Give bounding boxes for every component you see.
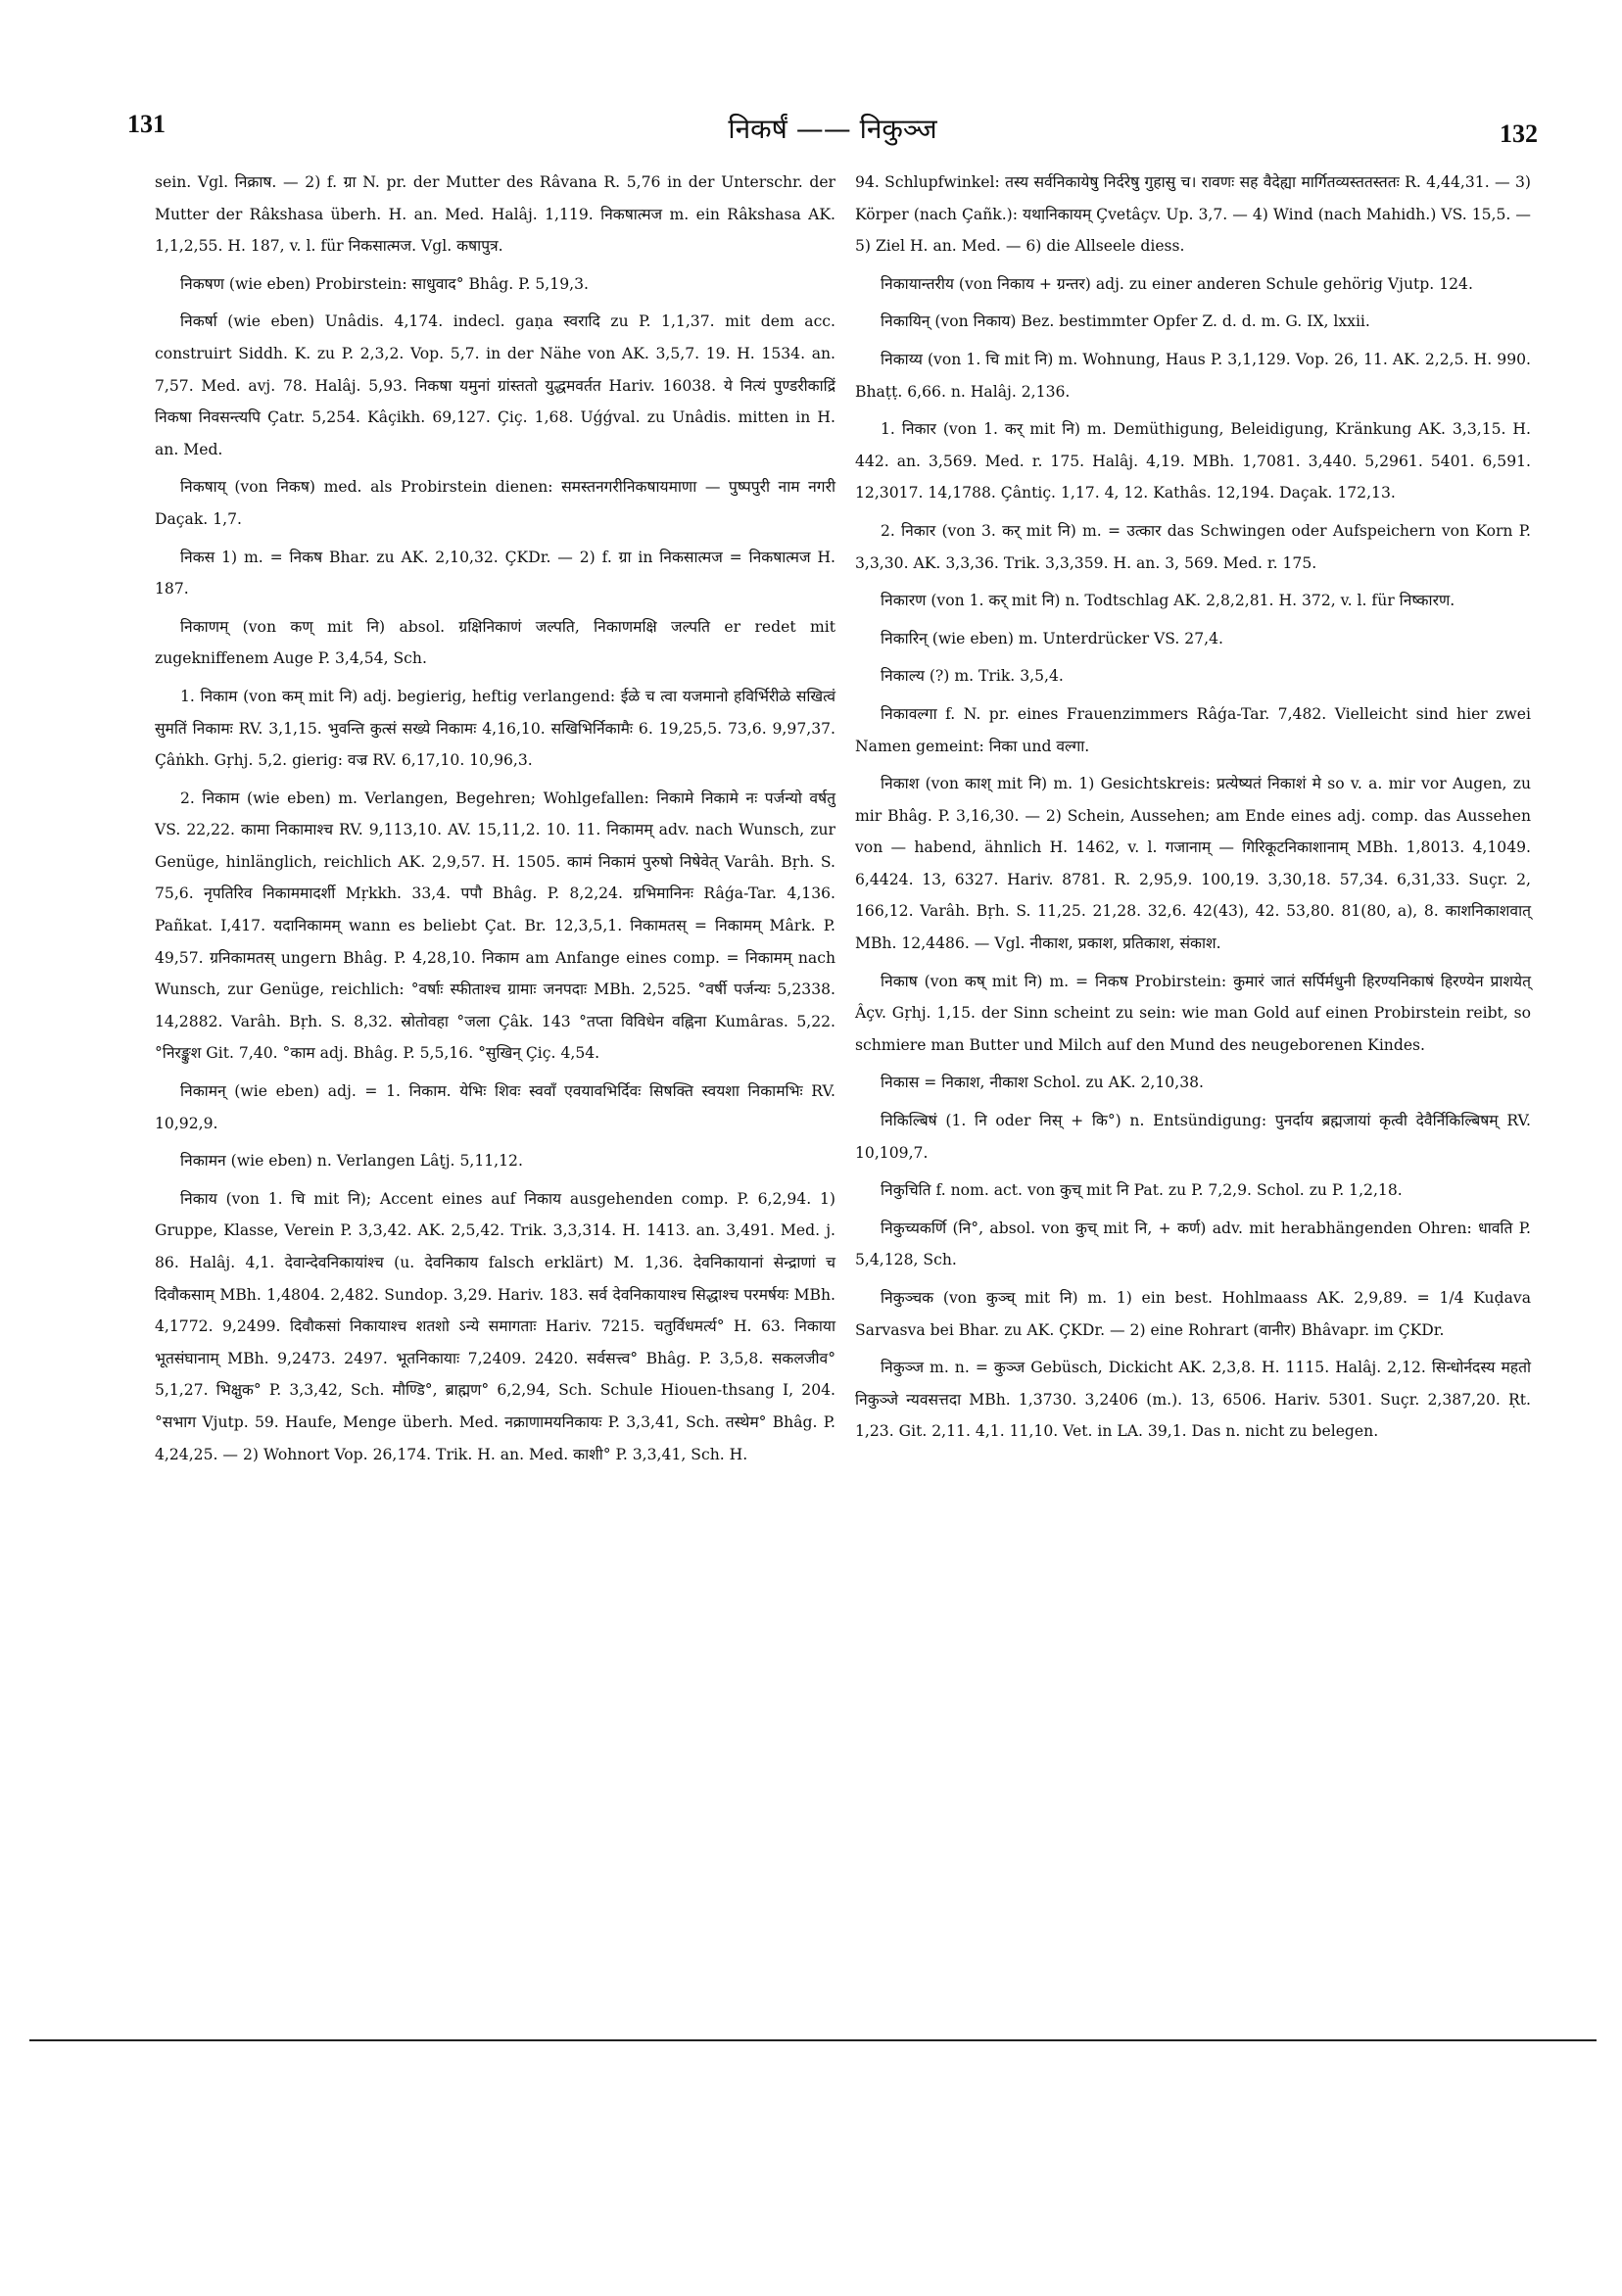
dictionary-entry: निकारण (von 1. कर् mit नि) n. Todtschlag AK. 2,8,2,81. H. 372, v. l. für निष्कारण.: [881, 592, 1455, 610]
dictionary-entry: निकायिन् (von निकाय) Bez. bestimmter Opfer Z. d. d. m. G. IX, lxxii.: [881, 312, 1370, 331]
running-head: निकर्षं —— निकुञ्ज: [728, 113, 937, 145]
dictionary-entry: निकास = निकाश, नीकाश Schol. zu AK. 2,10,38.: [881, 1074, 1204, 1092]
dictionary-entry: निकारिन् (wie eben) m. Unterdrücker VS. 27,4.: [881, 629, 1223, 647]
dictionary-entry: sein. Vgl. निक्राष. — 2) f. ग्रा N. pr. der Mutter des Râvana R. 5,76 in der Unterschr. der Mutter der Râkshasa überh. H. an. Med. Halâj. 1,119. निकषात्मज m. ein Râkshasa AK. 1,1,2,55. H. 187, v. l. für निकसात्मज. Vgl. कषापुत्र.: [155, 173, 835, 256]
dictionary-entry: निकर्षा (wie eben) Unâdis. 4,174. indecl. gaṇa स्वरादि zu P. 1,1,37. mit dem acc. construirt Siddh. K. zu P. 2,3,2. Vop. 5,7. in der Nähe von AK. 3,5,7. 19. H. 1534. an. 7,57. Med. avj. 78. Halâj. 5,93. निकषा यमुनां ग्रांस्ततो युद्धमवर्तत Hariv. 16038. ये नित्यं पुण्डरीकाद्रिं निकषा निवसन्त्यपि Çatr. 5,254. Kâçikh. 69,127. Çiç. 1,68. Uǵǵval. zu Unâdis. mitten in H. an. Med.: [155, 312, 835, 458]
left-column: [155, 167, 835, 1476]
dictionary-entry: 2. निकाम (wie eben) m. Verlangen, Begehren; Wohlgefallen: निकामे निकामे नः पर्जन्यो वर्षतु VS. 22,22. कामा निकामाश्च RV. 9,113,10. AV. 15,11,2. 10. 11. निकामम् adv. nach Wunsch, zur Genüge, hinlänglich, reichlich AK. 2,9,57. H. 1505. कामं निकामं पुरुषो निषेवेत् Varâh. Bṛh. S. 75,6. नृपतिरिव निकाममादर्शी Mṛkkh. 33,4. पपौ Bhâg. P. 8,2,24. ग्रभिमानिनः Râǵa-Tar. 4,136. Pañkat. I,417. यदानिकामम् wann es beliebt Çat. Br. 12,3,5,1. निकामतस् = निकामम् Mârk. P. 49,57. ग्रनिकामतस् ungern Bhâg. P. 4,28,10. निकाम am Anfange eines comp. = निकामम् nach Wunsch, zur Genüge, reichlich: °वर्षाः स्फीताश्च ग्रामाः जनपदाः MBh. 2,525. °वर्षी पर्जन्यः 5,2338. 14,2882. Varâh. Bṛh. S. 8,32. स्रोतोवहा °जला Çâk. 143 °तप्ता विविधेन वह्निना Kumâras. 5,22. °निरङ्कुश Git. 7,40. °काम adj. Bhâg. P. 5,5,16. °सुखिन् Çiç. 4,54.: [155, 789, 835, 1063]
dictionary-entry: निकामन (wie eben) n. Verlangen Lâṭj. 5,11,12.: [180, 1152, 523, 1171]
dictionary-entry: निकाल्य (?) m. Trik. 3,5,4.: [881, 667, 1064, 686]
dictionary-entry: 94. Schlupfwinkel: तस्य सर्वनिकायेषु निर्दरेषु गुहासु च। रावणः सह वैदेह्या मार्गितव्यस्ततस्ततः R. 4,44,31. — 3) Körper (nach Çañk.): यथानिकायम् Çvetâçv. Up. 3,7. — 4) Wind (nach Mahidh.) VS. 15,5. — 5) Ziel H. an. Med. — 6) die Allseele diess.: [855, 173, 1531, 256]
page-number-left: 131: [127, 110, 166, 138]
dictionary-entry: निकाणम् (von कण् mit नि) absol. ग्रक्षिनिकाणं जल्पति, निकाणमक्षि जल्पति er redet mit zugekniffenem Auge P. 3,4,54, Sch.: [155, 617, 835, 668]
dictionary-entry: निकाय्य (von 1. चि mit नि) m. Wohnung, Haus P. 3,1,129. Vop. 26, 11. AK. 2,2,5. H. 990. Bhaṭṭ. 6,66. n. Halâj. 2,136.: [855, 350, 1531, 401]
dictionary-entry: निकाश (von काश् mit नि) m. 1) Gesichtskreis: प्रत्येष्यतं निकाशं मे so v. a. mir vor Augen, zu mir Bhâg. P. 3,16,30. — 2) Schein, Aussehen; am Ende eines adj. comp. das Aussehen von — habend, ähnlich H. 1462, v. l. गजानाम् — गिरिकूटनिकाशानाम् MBh. 1,8013. 4,1049. 6,4424. 13, 6327. Hariv. 8781. R. 2,95,9. 100,19. 3,30,18. 57,34. 6,31,33. Suçr. 2, 166,12. Varâh. Bṛh. S. 11,25. 21,28. 32,6. 42(43), 42. 53,80. 81(80, a), 8. काशनिकाशवात् MBh. 12,4486. — Vgl. नीकाश, प्रकाश, प्रतिकाश, संकाश.: [855, 775, 1531, 953]
footer-rule: [29, 2039, 1597, 2041]
dictionary-entry: निकुञ्ज m. n. = कुञ्ज Gebüsch, Dickicht AK. 2,3,8. H. 1115. Halâj. 2,12. सिन्धोर्नदस्य महतो निकुञ्जे न्यवसत्तदा MBh. 1,3730. 3,2406 (m.). 13, 6506. Hariv. 5301. Suçr. 2,387,20. Ṛt. 1,23. Git. 2,11. 4,1. 11,10. Vet. in LA. 39,1. Das n. nicht zu belegen.: [855, 1359, 1531, 1441]
dictionary-entry: निकिल्बिषं (1. नि oder निस् + कि°) n. Entsündigung: पुनर्दाय ब्रह्मजायां कृत्वी देवैर्निकिल्बिषम् RV. 10,109,7.: [855, 1112, 1531, 1162]
dictionary-entry: 1. निकाम (von कम् mit नि) adj. begierig, heftig verlangend: ईळे च त्वा यजमानो हविर्भिरीळे सखित्वं सुमतिं निकामः RV. 3,1,15. भुवन्ति कुत्सं सख्ये निकामः 4,16,10. सखिभिर्निकामैः 6. 19,25,5. 73,6. 9,97,37. Çâṅkh. Gṛhj. 5,2. gierig: वज्र RV. 6,17,10. 10,96,3.: [155, 687, 835, 770]
right-column: [855, 167, 1531, 1454]
page-number-right: 132: [1500, 120, 1538, 148]
dictionary-entry: निकषण (wie eben) Probirstein: साधुवाद° Bhâg. P. 5,19,3.: [180, 274, 589, 293]
dictionary-entry: निकायान्तरीय (von निकाय + ग्रन्तर) adj. zu einer anderen Schule gehörig Vjutp. 124.: [881, 274, 1473, 293]
dictionary-entry: निकस 1) m. = निकष Bhar. zu AK. 2,10,32. ÇKDr. — 2) f. ग्रा in निकसात्मज = निकषात्मज H. 187.: [155, 548, 835, 598]
dictionary-entry: निकुञ्चक (von कुञ्च् mit नि) m. 1) ein best. Hohlmaass AK. 2,9,89. = 1/4 Kuḍava Sarvasva bei Bhar. zu AK. ÇKDr. — 2) eine Rohrart (वानीर) Bhâvapr. im ÇKDr.: [855, 1289, 1531, 1339]
dictionary-entry: निकुचिति f. nom. act. von कुच् mit नि Pat. zu P. 7,2,9. Schol. zu P. 1,2,18.: [881, 1181, 1403, 1200]
dictionary-entry: 2. निकार (von 3. कर् mit नि) m. = उत्कार das Schwingen oder Aufspeichern von Korn P. 3,3,30. AK. 3,3,36. Trik. 3,3,359. H. an. 3, 569. Med. r. 175.: [855, 521, 1531, 572]
dictionary-entry: निकावल्गा f. N. pr. eines Frauenzimmers Râǵa-Tar. 7,482. Vielleicht sind hier zwei Namen gemeint: निका und वल्गा.: [855, 704, 1531, 755]
dictionary-entry: निकषाय् (von निकष) med. als Probirstein dienen: समस्तनगरीनिकषायमाणा — पुष्पपुरी नाम नगरी Daçak. 1,7.: [155, 478, 835, 528]
page-header: [127, 110, 1538, 159]
dictionary-entry: 1. निकार (von 1. कर् mit नि) m. Demüthigung, Beleidigung, Kränkung AK. 3,3,15. H. 442. an. 3,569. Med. r. 175. Halâj. 4,19. MBh. 1,7081. 3,440. 5,2961. 5401. 6,591. 12,3017. 14,1788. Çântiç. 1,17. 4, 12. Kathâs. 12,194. Daçak. 172,13.: [855, 420, 1531, 502]
dictionary-entry: निकामन् (wie eben) adj. = 1. निकाम. येभिः शिवः स्ववाँ एवयावभिर्दिवः सिषक्ति स्वयशा निकामभिः RV. 10,92,9.: [155, 1082, 835, 1132]
dictionary-entry: निकाष (von कष् mit नि) m. = निकष Probirstein: कुमारं जातं सर्पिर्मधुनी हिरण्यनिकाषं हिरण्येन प्राशयेत् Âçv. Gṛhj. 1,15. der Sinn scheint zu sein: wie man Gold auf einen Probirstein reibt, so schmiere man Butter und Milch auf den Mund des neugeborenen Kindes.: [855, 972, 1531, 1054]
dictionary-entry: निकाय (von 1. चि mit नि); Accent eines auf निकाय ausgehenden comp. P. 6,2,94. 1) Gruppe, Klasse, Verein P. 3,3,42. AK. 2,5,42. Trik. 3,3,314. H. 1413. an. 3,491. Med. j. 86. Halâj. 4,1. देवान्देवनिकायांश्च (u. देवनिकाय falsch erklärt) M. 1,36. देवनिकायानां सेन्द्राणां च दिवौकसाम् MBh. 1,4804. 2,482. Sundop. 3,29. Hariv. 183. सर्व देवनिकायाश्च सिद्धाश्च परमर्षयः MBh. 4,1772. 9,2499. दिवौकसां निकायाश्च शतशो ऽन्ये समागताः Hariv. 7215. चतुर्विधमर्त्य° H. 63. निकाया भूतसंघानाम् MBh. 9,2473. 2497. भूतनिकायाः 7,2409. 2420. सर्वसत्त्व° Bhâg. P. 3,5,8. सकलजीव° 5,1,27. भिक्षुक° P. 3,3,42, Sch. मौण्डि°, ब्राह्मण° 6,2,94, Sch. Schule Hiouen-thsang I, 204. °सभाग Vjutp. 59. Haufe, Menge überh. Med. नक्राणामयनिकायः P. 3,3,41, Sch. तस्थेम° Bhâg. P. 4,24,25. — 2) Wohnort Vop. 26,174. Trik. H. an. Med. काशी° P. 3,3,41, Sch. H.: [155, 1189, 835, 1463]
dictionary-entry: निकुच्यकर्णि (नि°, absol. von कुच् mit नि, + कर्ण) adv. mit herabhängenden Ohren: धावति P. 5,4,128, Sch.: [855, 1219, 1531, 1269]
